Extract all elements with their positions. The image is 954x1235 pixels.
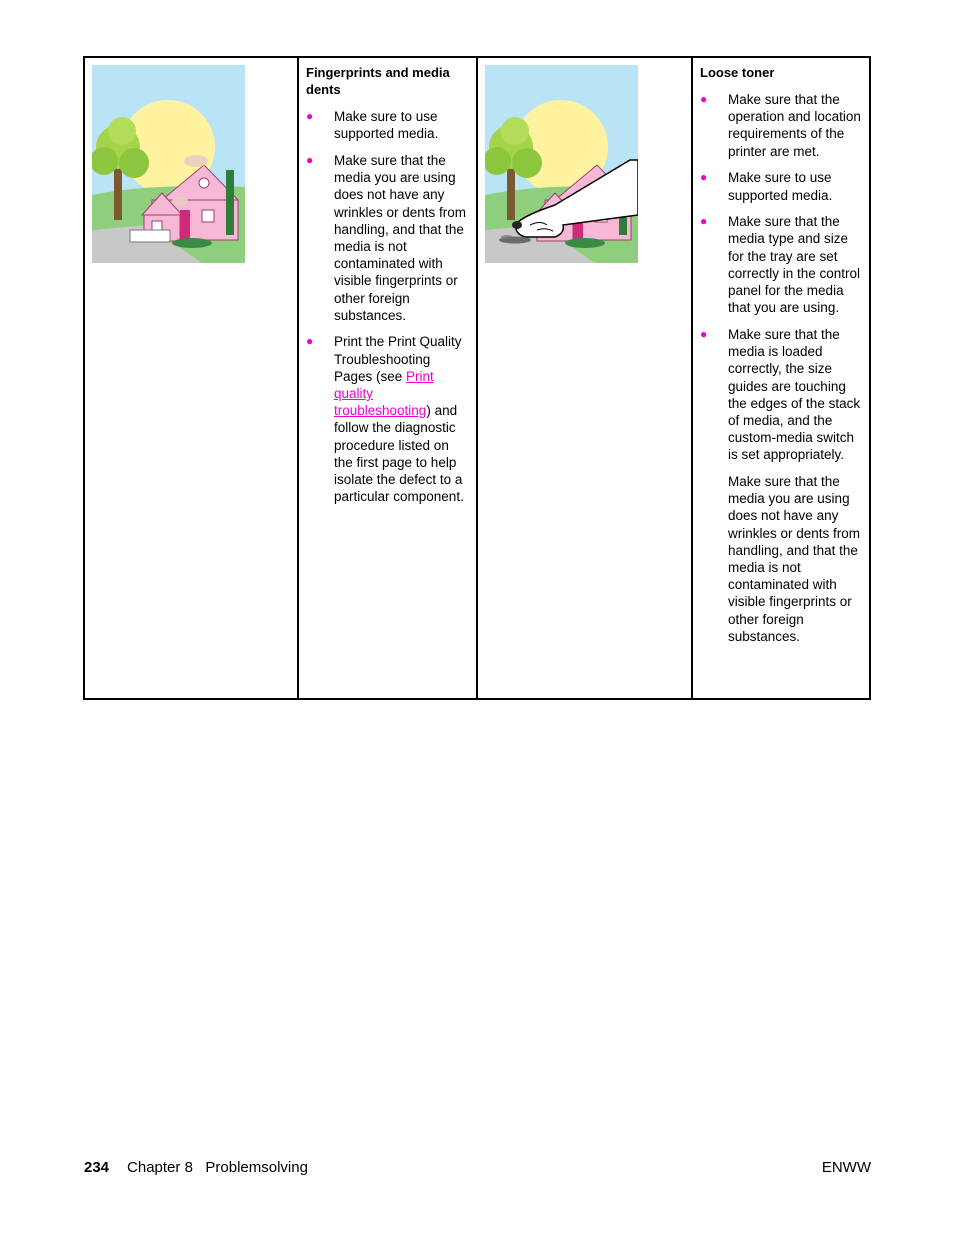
chapter-title: Chapter 8 Problemsolving (127, 1159, 308, 1176)
text-cell-fingerprints (299, 58, 478, 698)
list-item: ● Make sure to use supported media. (700, 170, 833, 203)
bullet-icon: ● (306, 109, 314, 123)
image-cell-loose-toner (478, 58, 693, 698)
bullet-icon: ● (700, 92, 708, 106)
bullet-icon: ● (306, 334, 314, 349)
list-item: ● Make sure to use supported media. (306, 109, 439, 142)
remedy-list-loose-toner (700, 91, 863, 464)
list-item: ● Make sure that the operation and location requirements of the printer are met. (700, 92, 861, 159)
text-cell-loose-toner (693, 58, 869, 698)
list-item: ● Print the Print Quality Troubleshooting Pages (see Print quality troubleshooting) and follow the diagnostic procedure listed on the first page to help isolate the defect to a particular component. (306, 334, 464, 505)
bullet-icon: ● (700, 214, 708, 229)
troubleshooting-table (83, 56, 871, 700)
house-illustration-loose-toner (485, 65, 638, 263)
list-item: ● Make sure that the media you are using does not have any wrinkles or dents from handling, and that the media is not contaminated with visible fingerprints or other foreign substances. (306, 152, 467, 323)
page-number: 234 (84, 1159, 110, 1176)
image-cell-fingerprints (85, 58, 299, 698)
remedy-list-fingerprints (306, 108, 470, 505)
defect-heading-loose-toner: Loose toner (700, 65, 775, 80)
remedy-paragraph-loose-toner: Make sure that the media you are using does not have any wrinkles or dents from handling, and that the media is not contaminated with visible fingerprints or other foreign substances. (728, 474, 861, 644)
bullet-icon: ● (306, 152, 314, 167)
print-quality-troubleshooting-link[interactable]: Print quality troubleshooting (334, 368, 434, 419)
house-illustration-fingerprints (92, 65, 245, 263)
defect-heading-fingerprints: Fingerprints and media dents (306, 65, 450, 97)
bullet-icon: ● (700, 170, 708, 185)
bullet-icon: ● (700, 326, 708, 341)
list-item: ● Make sure that the media type and size for the tray are set correctly in the control panel for the media that you are using. (700, 214, 861, 316)
list-item: ● Make sure that the media is loaded correctly, the size guides are touching the edges of the stack of media, and the custom-media switch is set appropriately. (700, 326, 861, 463)
page-footer (84, 1158, 871, 1178)
footer-edition: ENWW (821, 1159, 871, 1176)
